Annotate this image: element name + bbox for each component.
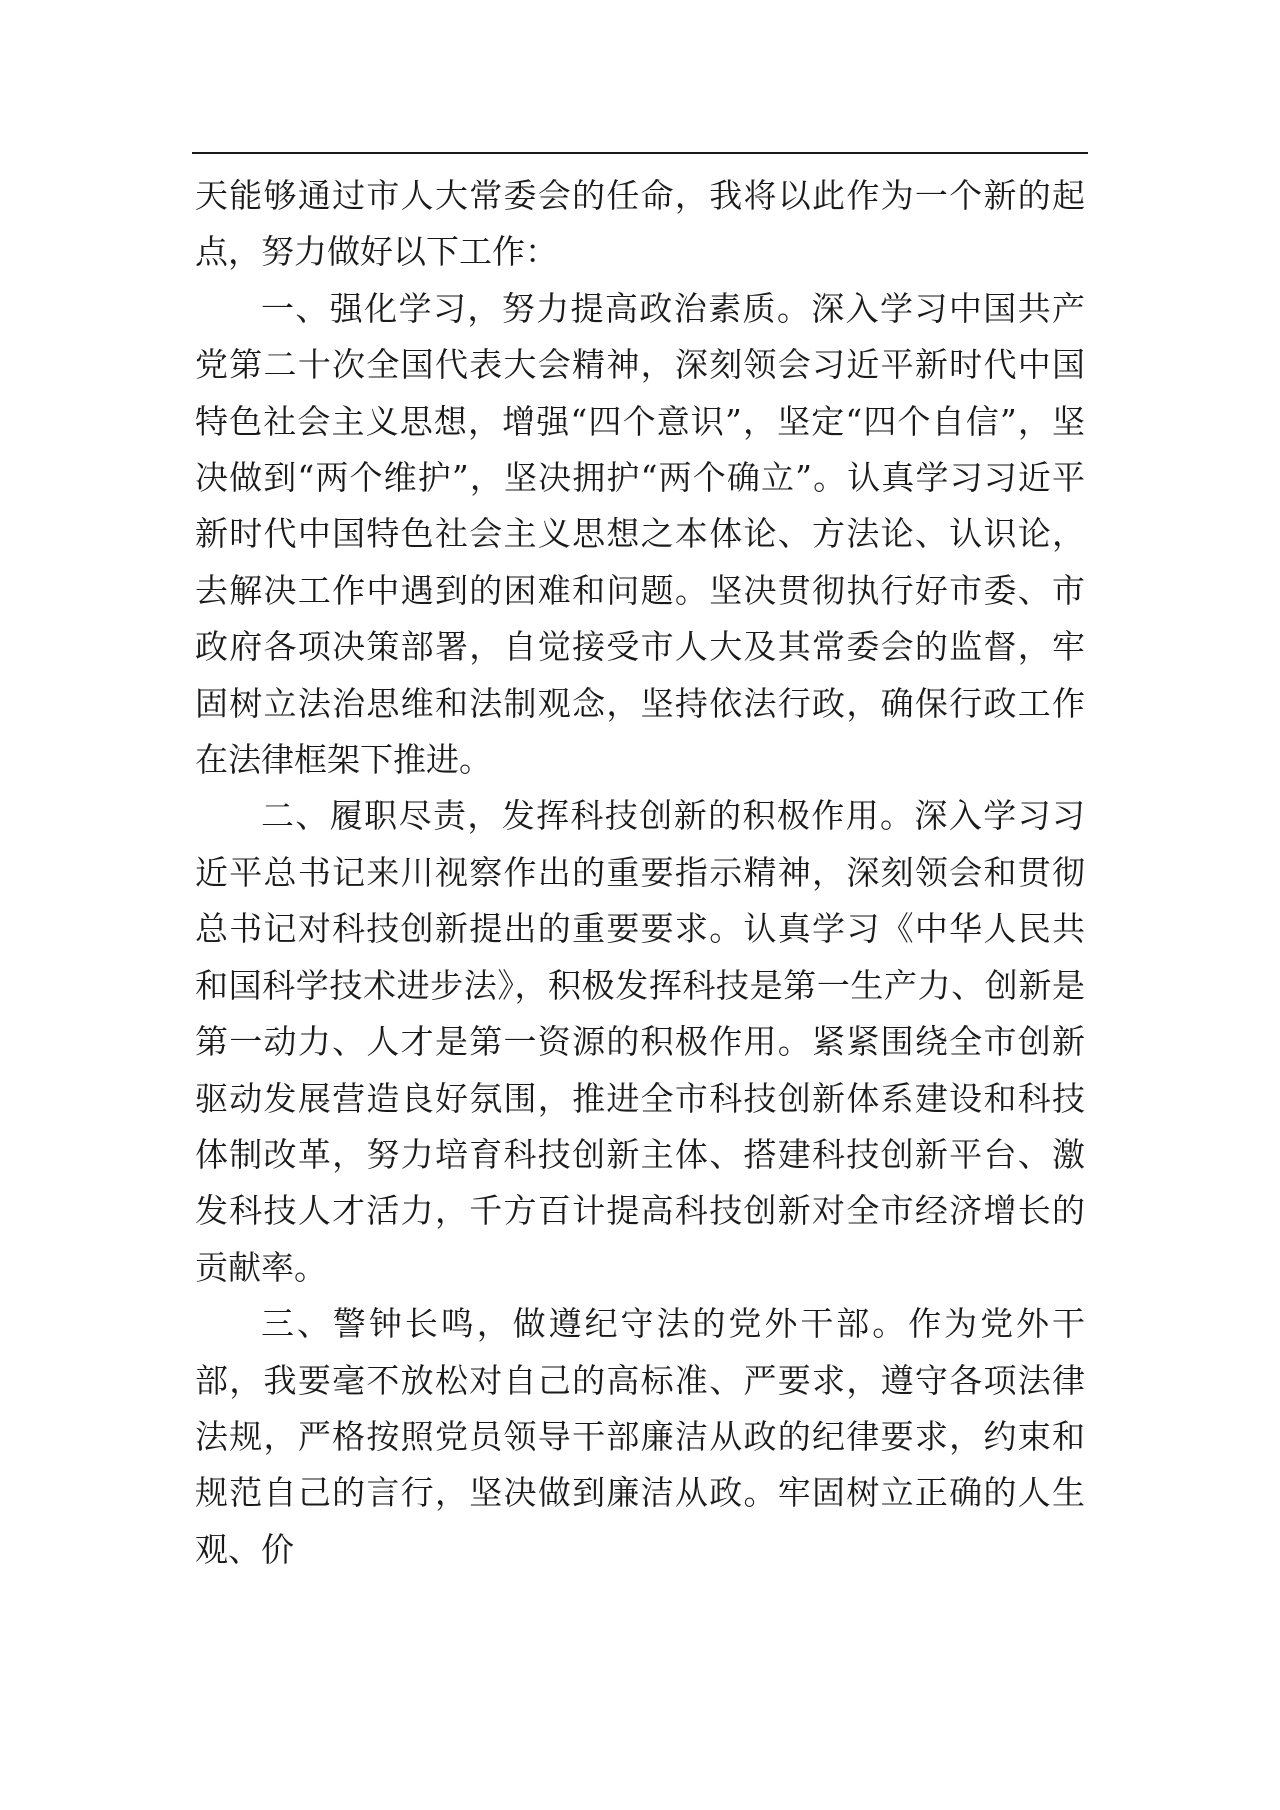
paragraph-discipline: 三、警钟长鸣，做遵纪守法的党外干部。作为党外干部，我要毫不放松对自己的高标准、严要求，遵守各项法律法规，严格按照党员领导干部廉洁从政的纪律要求，约束和规范自己的言行，坚决做到廉洁从政。牢固树立正确的人生观、价 [195,1304,1085,1569]
header-rule [192,152,1088,154]
paragraph-tech-innovation: 二、履职尽责，发挥科技创新的积极作用。深入学习习近平总书记来川视察作出的重要指示精神，深刻领会和贯彻总书记对科技创新提出的重要要求。认真学习《中华人民共和国科学技术进步法》，积极发挥科技是第一生产力、创新是第一动力、人才是第一资源的积极作用。紧紧围绕全市创新驱动发展营造良好氛围，推进全市科技创新体系建设和科技体制改革，努力培育科技创新主体、搭建科技创新平台、激发科技人才活力，千方百计提高科技创新对全市经济增长的贡献率。 [195,796,1085,1287]
paragraph-political-study: 一、强化学习，努力提高政治素质。深入学习中国共产党第二十次全国代表大会精神，深刻领会习近平新时代中国特色社会主义思想，增强“四个意识”，坚定“四个自信”，坚决做到“两个维护”，坚决拥护“两个确立”。认真学习习近平新时代中国特色社会主义思想之本体论、方法论、认识论，去解决工作中遇到的困难和问题。坚决贯彻执行好市委、市政府各项决策部署，自觉接受市人大及其常委会的监督，牢固树立法治思维和法制观念，坚持依法行政，确保行政工作在法律框架下推进。 [195,288,1085,780]
body-text [195,168,1085,1578]
paragraph-continuation: 天能够通过市人大常委会的任命，我将以此作为一个新的起点，努力做好以下工作： [195,176,1085,272]
